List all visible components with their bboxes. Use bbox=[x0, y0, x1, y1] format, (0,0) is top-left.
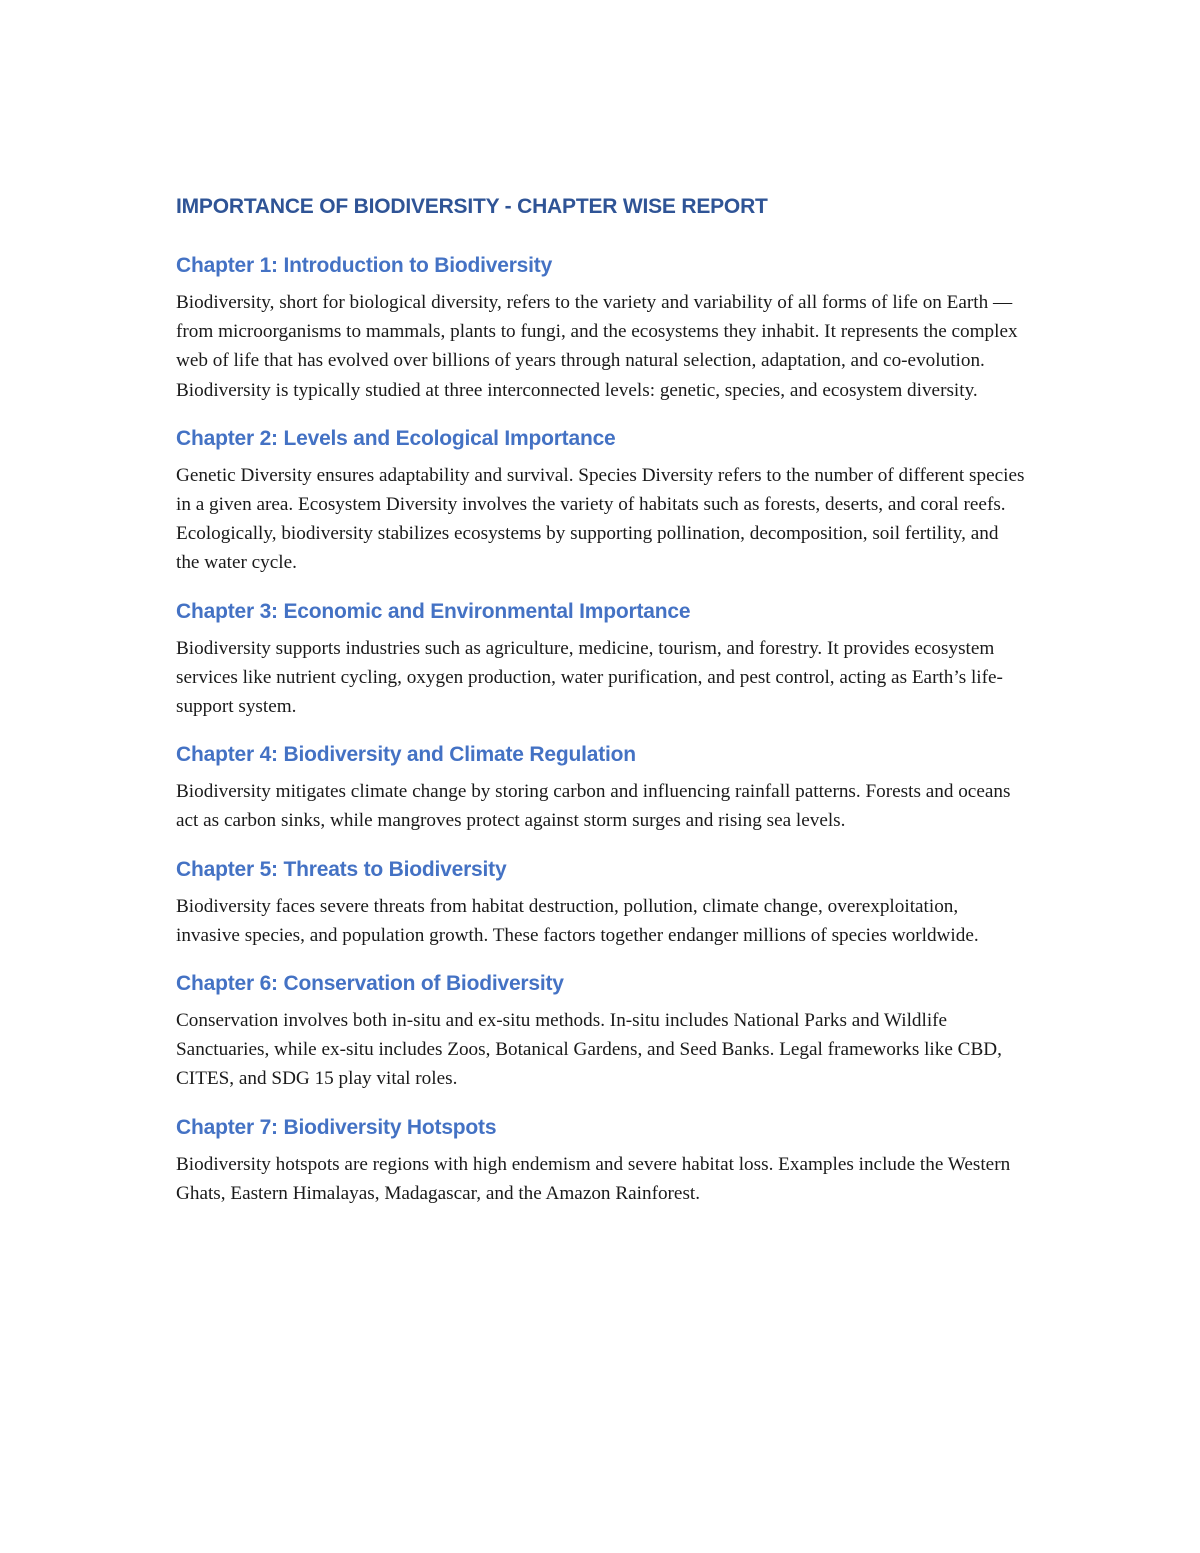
chapter-7 bbox=[176, 1112, 1026, 1208]
chapter-heading: Chapter 5: Threats to Biodiversity bbox=[176, 857, 507, 881]
chapter-body: Conservation involves both in-situ and ex-situ methods. In-situ includes National Parks and Wildlife Sanctuaries, while ex-situ includes Zoos, Botanical Gardens, and Seed Banks. Legal frameworks like CBD, CITES, and SDG 15 play vital roles. bbox=[176, 1010, 1002, 1090]
chapter-3 bbox=[176, 596, 1026, 722]
chapter-6 bbox=[176, 968, 1026, 1094]
chapter-body: Biodiversity hotspots are regions with high endemism and severe habitat loss. Examples include the Western Ghats, Eastern Himalayas, Madagascar, and the Amazon Rainforest. bbox=[176, 1153, 1011, 1204]
chapter-body: Biodiversity mitigates climate change by storing carbon and influencing rainfall patterns. Forests and oceans act as carbon sinks, while mangroves protect against storm surges and rising sea levels. bbox=[176, 781, 1011, 832]
chapter-5 bbox=[176, 854, 1026, 950]
chapter-heading: Chapter 1: Introduction to Biodiversity bbox=[176, 254, 553, 277]
chapter-heading: Chapter 3: Economic and Environmental Importance bbox=[176, 599, 691, 623]
chapter-1 bbox=[176, 250, 1026, 405]
chapter-body: Genetic Diversity ensures adaptability and survival. Species Diversity refers to the number of different species in a given area. Ecosystem Diversity involves the variety of habitats such as forests, deserts, and coral reefs. Ecologically, biodiversity stabilizes ecosystems by supporting pollination, decomposition, soil fertility, and the water cycle. bbox=[176, 464, 1025, 574]
chapter-heading: Chapter 4: Biodiversity and Climate Regulation bbox=[176, 743, 636, 767]
chapter-body: Biodiversity supports industries such as agriculture, medicine, tourism, and forestry. It provides ecosystem services like nutrient cycling, oxygen production, water purification, and pest control, acting as Earth’s life-support system. bbox=[176, 637, 1003, 718]
chapter-heading: Chapter 2: Levels and Ecological Importance bbox=[176, 426, 616, 450]
chapter-heading: Chapter 7: Biodiversity Hotspots bbox=[176, 1115, 497, 1139]
chapter-4 bbox=[176, 739, 1026, 835]
document-title: IMPORTANCE OF BIODIVERSITY - CHAPTER WISE REPORT bbox=[176, 195, 768, 218]
chapter-body: Biodiversity faces severe threats from habitat destruction, pollution, climate change, overexploitation, invasive species, and population growth. These factors together endanger millions of species worldwide. bbox=[176, 895, 979, 946]
chapter-2 bbox=[176, 423, 1026, 578]
chapter-heading: Chapter 6: Conservation of Biodiversity bbox=[176, 972, 564, 996]
chapter-body: Biodiversity, short for biological diversity, refers to the variety and variability of all forms of life on Earth — from microorganisms to mammals, plants to fungi, and the ecosystems they inhabit. It represents the complex web of life that has evolved over billions of years through natural selection, adaptation, and co-evolution. Biodiversity is typically studied at three interconnected levels: genetic, species, and ecosystem diversity. bbox=[176, 292, 1018, 401]
document-content bbox=[176, 192, 1026, 1226]
